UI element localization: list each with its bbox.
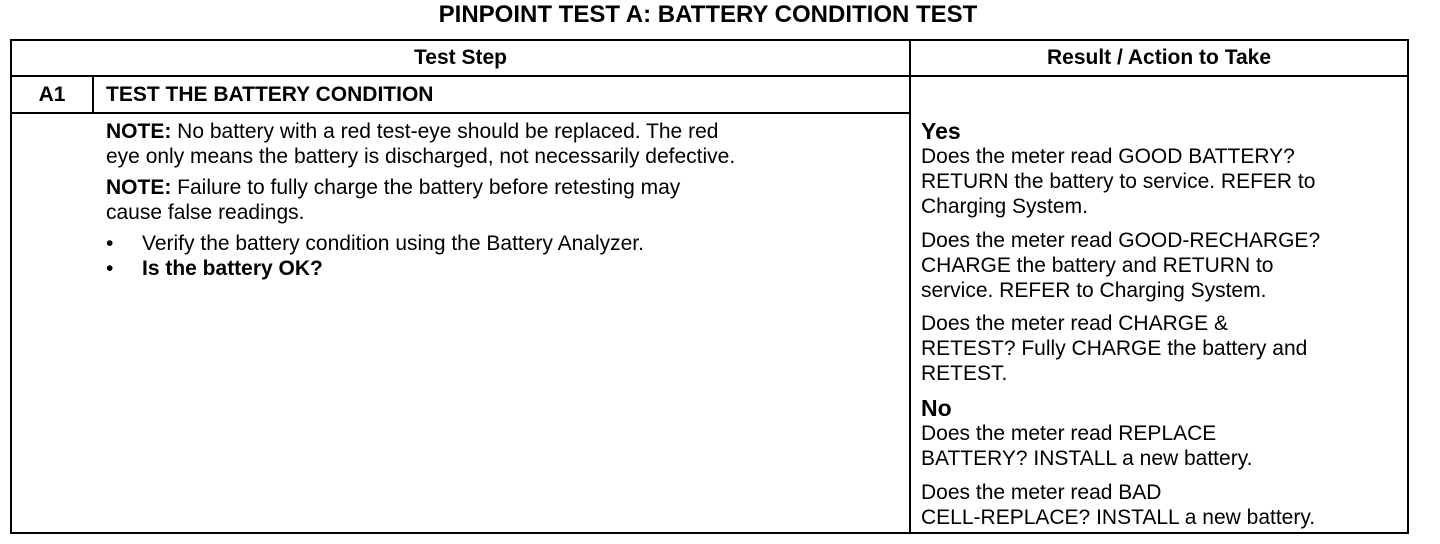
test-step-header: Test Step [414, 46, 507, 69]
pinpoint-test-table [10, 39, 1409, 534]
bullet-item: Verify the battery condition using the Battery Analyzer. [142, 232, 644, 255]
result-line: Does the meter read CHARGE & [921, 312, 1228, 335]
result-line: Does the meter read REPLACE [921, 422, 1217, 445]
bullet-icon: • [106, 257, 114, 280]
no-item-2 [921, 480, 1315, 530]
bullet-icon: • [106, 232, 114, 255]
yes-item-1 [921, 144, 1315, 219]
result-line: Does the meter read GOOD BATTERY? [921, 145, 1295, 168]
page-title: PINPOINT TEST A: BATTERY CONDITION TEST [438, 1, 978, 28]
step-id-divider [92, 75, 94, 113]
no-label: No [921, 395, 952, 421]
yes-item-2 [921, 228, 1320, 303]
bullet-item: Is the battery OK? [142, 257, 323, 280]
result-line: Charging System. [921, 195, 1088, 218]
result-line: RETEST. [921, 362, 1008, 385]
no-item-1 [921, 421, 1252, 471]
column-divider [909, 41, 911, 532]
result-line: CHARGE the battery and RETURN to [921, 254, 1274, 277]
yes-label: Yes [921, 118, 961, 144]
result-line: CELL-REPLACE? INSTALL a new battery. [921, 506, 1316, 529]
result-line: Does the meter read GOOD-RECHARGE? [921, 229, 1321, 252]
note-label: NOTE: [106, 176, 172, 199]
result-line: service. REFER to Charging System. [921, 279, 1267, 302]
note-label: NOTE: [106, 120, 172, 143]
note-text: eye only means the battery is discharged, not necessarily defective. [106, 145, 736, 168]
note-text: cause false readings. [106, 201, 305, 224]
step-heading-divider [12, 112, 909, 114]
result-line: BATTERY? INSTALL a new battery. [921, 447, 1253, 470]
note-text: No battery with a red test-eye should be replaced. The red [177, 120, 719, 143]
note-1 [106, 119, 735, 169]
result-line: Does the meter read BAD [921, 481, 1162, 504]
result-line: RETURN the battery to service. REFER to [921, 170, 1316, 193]
step-heading: TEST THE BATTERY CONDITION [106, 83, 434, 106]
note-2 [106, 175, 680, 225]
header-divider [12, 75, 1407, 77]
result-header: Result / Action to Take [1046, 46, 1272, 69]
result-line: RETEST? Fully CHARGE the battery and [921, 337, 1308, 360]
note-text: Failure to fully charge the battery before retesting may [177, 176, 681, 199]
yes-item-3 [921, 311, 1307, 386]
step-id: A1 [38, 83, 66, 106]
